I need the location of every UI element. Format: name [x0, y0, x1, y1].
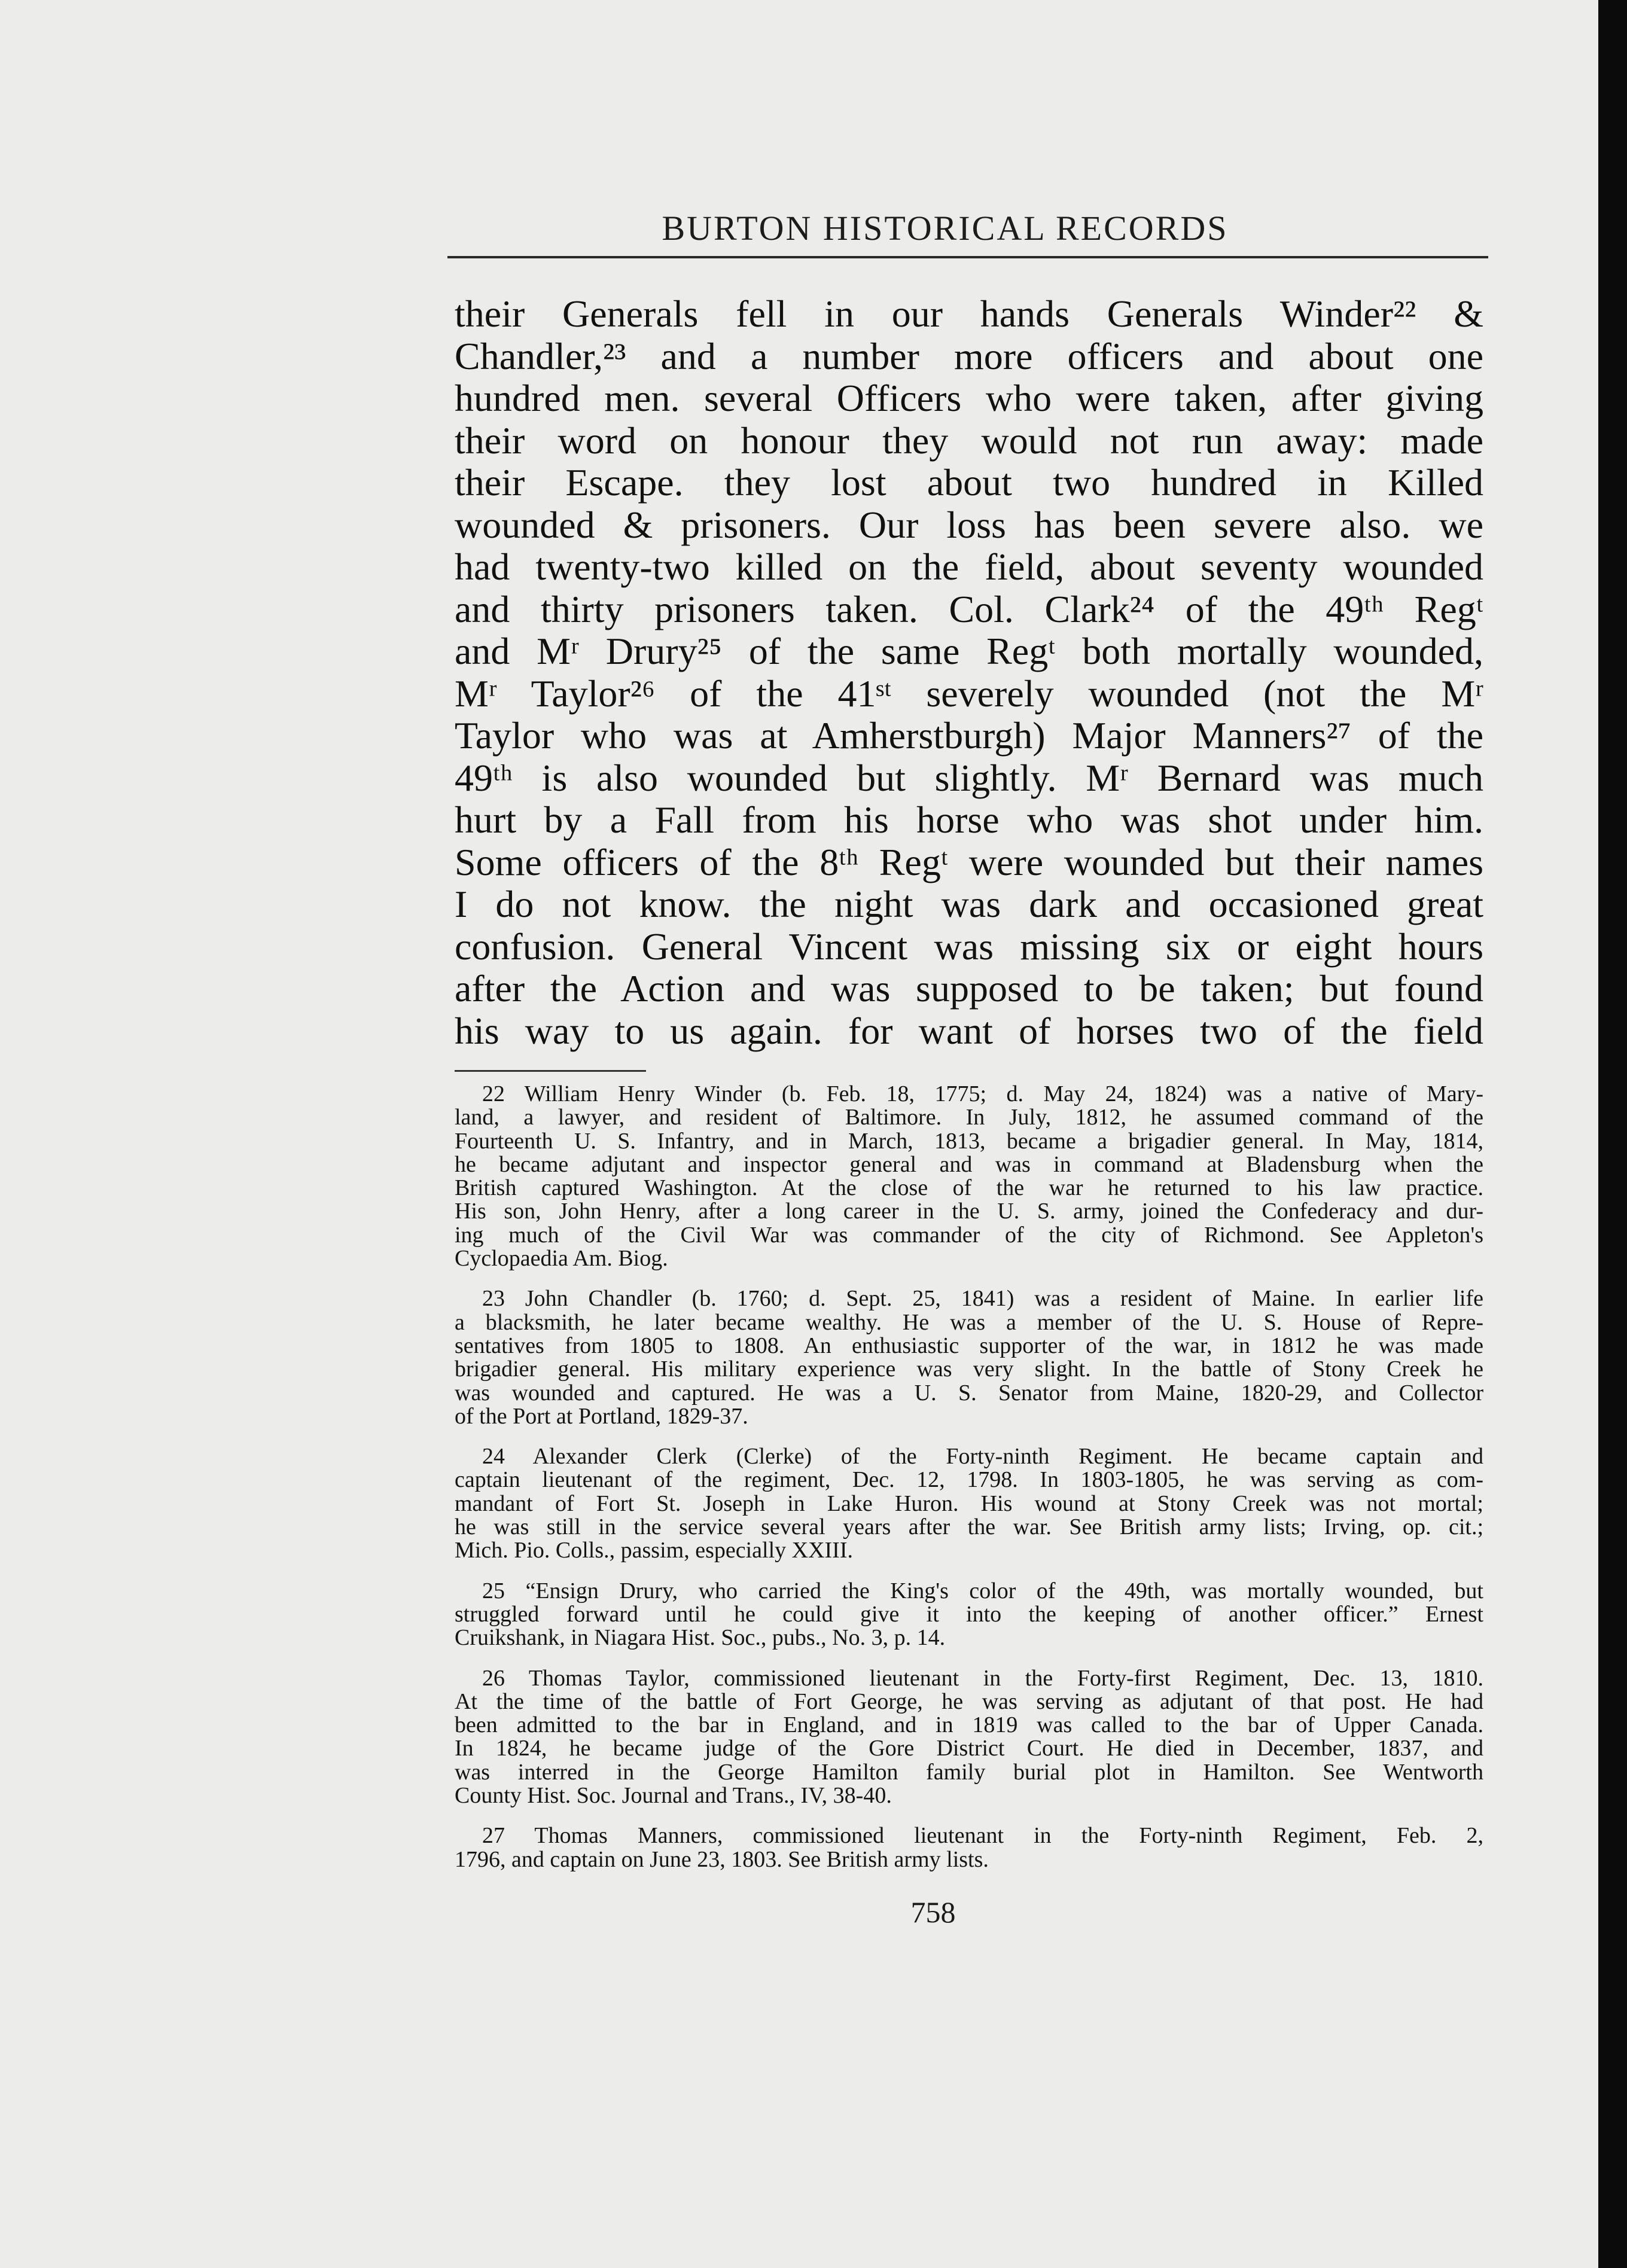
text-line: I do not know. the night was dark and occasioned great: [455, 883, 1483, 925]
scan-edge: [1598, 0, 1627, 2268]
text-line: Mʳ Taylor²⁶ of the 41ˢᵗ severely wounded (not the Mʳ: [455, 672, 1483, 715]
footnote-line: 27 Thomas Manners, commissioned lieutenant in the Forty-ninth Regiment, Feb. 2,: [482, 1823, 1483, 1849]
text-line: after the Action and was supposed to be taken; but found: [455, 967, 1483, 1010]
header-rule: [447, 256, 1488, 258]
footnote-line: 26 Thomas Taylor, commissioned lieutenant in the Forty-first Regiment, Dec. 13, 1810.: [482, 1665, 1483, 1691]
text-line: his way to us again. for want of horses two of the field: [455, 1009, 1483, 1052]
footnote-line: land, a lawyer, and resident of Baltimore. In July, 1812, he assumed command of the: [455, 1105, 1483, 1130]
text-line: Taylor who was at Amherstburgh) Major Manners²⁷ of the: [455, 714, 1483, 757]
footnote-25: [455, 1580, 1483, 1650]
footnote-line: been admitted to the bar in England, and in 1819 was called to the bar of Upper Canada.: [455, 1712, 1483, 1738]
footnote-line: British captured Washington. At the close of the war he returned to his law practice.: [455, 1175, 1483, 1201]
footnote-line: 23 John Chandler (b. 1760; d. Sept. 25, 1841) was a resident of Maine. In earlier life: [482, 1286, 1483, 1312]
text-line: confusion. General Vincent was missing six or eight hours: [455, 925, 1483, 968]
footnote-22: [455, 1083, 1483, 1270]
footnote-line: 24 Alexander Clerk (Clerke) of the Forty-ninth Regiment. He became captain and: [482, 1444, 1483, 1470]
text-line: and Mʳ Drury²⁵ of the same Regᵗ both mortally wounded,: [455, 630, 1483, 672]
footnote-line: mandant of Fort St. Joseph in Lake Huron. His wound at Stony Creek was not mortal;: [455, 1490, 1483, 1516]
text-line: had twenty-two killed on the field, about seventy wounded: [455, 545, 1483, 588]
text-line: wounded & prisoners. Our loss has been severe also. we: [455, 503, 1483, 546]
text-line: hundred men. several Officers who were taken, after giving: [455, 377, 1483, 419]
page-number: 758: [910, 1895, 956, 1929]
footnote-line: 22 William Henry Winder (b. Feb. 18, 1775; d. May 24, 1824) was a native of Mary-: [482, 1081, 1483, 1106]
footnote-line: ing much of the Civil War was commander of the city of Richmond. See Appleton's: [455, 1222, 1483, 1248]
footnote-line: 1796, and captain on June 23, 1803. See British army lists.: [455, 1846, 989, 1872]
footnote-line: struggled forward until he could give it into the keeping of another officer.” Ernest: [455, 1601, 1483, 1627]
footnote-line: Cruikshank, in Niagara Hist. Soc., pubs., No. 3, p. 14.: [455, 1625, 946, 1651]
text-line: their word on honour they would not run away: made: [455, 419, 1483, 462]
footnote-23: [455, 1287, 1483, 1428]
footnote-line: His son, John Henry, after a long career in the U. S. army, joined the Confederacy and dur-: [455, 1199, 1483, 1224]
text-line: 49ᵗʰ is also wounded but slightly. Mʳ Bernard was much: [455, 756, 1483, 799]
footnote-line: he became adjutant and inspector general and was in command at Bladensburg when the: [455, 1151, 1483, 1177]
footnote-line: 25 “Ensign Drury, who carried the King's color of the 49th, was mortally wounded, but: [482, 1578, 1483, 1604]
footnote-line: was wounded and captured. He was a U. S. Senator from Maine, 1820-29, and Collector: [455, 1380, 1483, 1406]
text-line: Some officers of the 8ᵗʰ Regᵗ were wounded but their names: [455, 840, 1483, 883]
footnote-line: he was still in the service several years after the war. See British army lists; Irving, op. cit.;: [455, 1514, 1483, 1540]
running-header: BURTON HISTORICAL RECORDS: [662, 209, 1229, 248]
text-line: hurt by a Fall from his horse who was shot under him.: [455, 798, 1483, 841]
text-line: and thirty prisoners taken. Col. Clark²⁴ of the 49ᵗʰ Regᵗ: [455, 587, 1483, 630]
text-line: their Generals fell in our hands Generals Winder²² &: [455, 292, 1483, 335]
footnote-line: Fourteenth U. S. Infantry, and in March, 1813, became a brigadier general. In May, 1814,: [455, 1128, 1483, 1154]
footnotes: [455, 1083, 1483, 1888]
footnote-line: Cyclopaedia Am. Biog.: [455, 1246, 668, 1272]
footnote-27: [455, 1824, 1483, 1871]
footnote-line: of the Port at Portland, 1829-37.: [455, 1403, 748, 1429]
footnote-line: a blacksmith, he later became wealthy. He was a member of the U. S. House of Repre-: [455, 1309, 1483, 1335]
footnote-line: brigadier general. His military experience was very slight. In the battle of Stony Creek he: [455, 1356, 1483, 1382]
footnote-line: sentatives from 1805 to 1808. An enthusiastic supporter of the war, in 1812 he was made: [455, 1333, 1483, 1358]
footnote-26: [455, 1667, 1483, 1808]
footnote-line: In 1824, he became judge of the Gore District Court. He died in December, 1837, and: [455, 1736, 1483, 1761]
text-line: Chandler,²³ and a number more officers and about one: [455, 334, 1483, 377]
footnote-rule: [455, 1070, 646, 1072]
footnote-24: [455, 1445, 1483, 1562]
footnote-line: captain lieutenant of the regiment, Dec. 12, 1798. In 1803-1805, he was serving as com-: [455, 1467, 1483, 1493]
main-text: [455, 293, 1483, 1052]
text-line: their Escape. they lost about two hundred in Killed: [455, 461, 1483, 504]
footnote-line: County Hist. Soc. Journal and Trans., IV, 38-40.: [455, 1783, 892, 1809]
footnote-line: was interred in the George Hamilton family burial plot in Hamilton. See Wentworth: [455, 1759, 1483, 1785]
footnote-line: At the time of the battle of Fort George, he was serving as adjutant of that post. He had: [455, 1688, 1483, 1714]
footnote-line: Mich. Pio. Colls., passim, especially XXIII.: [455, 1538, 853, 1563]
